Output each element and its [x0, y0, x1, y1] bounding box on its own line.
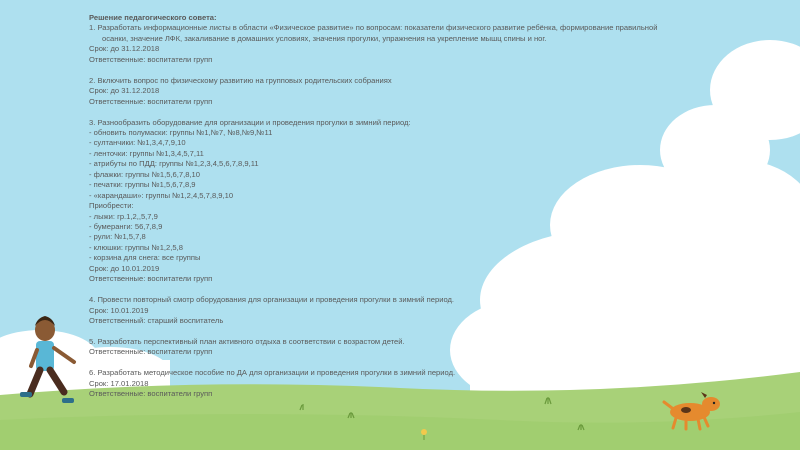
council-decision-text — [89, 13, 779, 400]
document-line: 2. Включить вопрос по физическому развитию на групповых родительских собраниях — [89, 75, 392, 85]
document-line: 6. Разработать методическое пособие по ДА для организации и проведения прогулки в зимний период. — [89, 368, 456, 378]
document-line: Ответственные: воспитатели групп — [89, 389, 213, 399]
document-line: - бумеранги: 56,7,8,9 — [89, 222, 163, 232]
document-line: Приобрести: — [89, 201, 134, 211]
document-line: Срок: 10.01.2019 — [89, 305, 149, 315]
document-line: - корзина для снега: все группы — [89, 253, 201, 263]
document-line: Срок: до 31.12.2018 — [89, 86, 160, 96]
document-line: Ответственные: воспитатели групп — [89, 274, 213, 284]
document-line: Ответственный: старший воспитатель — [89, 316, 224, 326]
document-line: 5. Разработать перспективный план активного отдыха в соответствии с возрастом детей. — [89, 336, 405, 346]
document-line: Срок: 17.01.2018 — [89, 378, 149, 388]
document-line: - печатки: группы №1,5,6,7,8,9 — [89, 180, 196, 190]
blank-line — [89, 107, 779, 117]
document-line: - «карандаши»: группы №1,2,4,5,7,8,9,10 — [89, 190, 234, 200]
document-line: Срок: до 31.12.2018 — [89, 44, 160, 54]
document-line: Срок: до 10.01.2019 — [89, 263, 160, 273]
document-line: - обновить полумаски: группы №1,№7, №8,№9,№11 — [89, 127, 273, 137]
blank-line — [89, 358, 779, 368]
document-line: - султанчики: №1,3,4,7,9,10 — [89, 138, 186, 148]
document-line: 3. Разнообразить оборудование для организации и проведения прогулки в зимний период: — [89, 117, 411, 127]
document-line: Ответственные: воспитатели групп — [89, 347, 213, 357]
document-line: - клюшки: группы №1,2,5,8 — [89, 242, 183, 252]
document-line: - лыжи: гр.1,2,,5,7,9 — [89, 211, 158, 221]
document-line: - рули: №1,5,7,8 — [89, 232, 146, 242]
blank-line — [89, 285, 779, 295]
document-line: - атрибуты по ПДД: группы №1,2,3,4,5,6,7,8,9,11 — [89, 159, 259, 169]
blank-line — [89, 65, 779, 75]
document-heading: Решение педагогического совета: — [89, 13, 217, 22]
document-line: Ответственные: воспитатели групп — [89, 54, 213, 64]
document-line: - ленточки: группы №1,3,4,5,7,11 — [89, 148, 204, 158]
document-line: Ответственные: воспитатели групп — [89, 96, 213, 106]
document-line: 4. Провести повторный смотр оборудования для организации и проведения прогулки в зимний период. — [89, 295, 455, 305]
document-line: осанки, значение ЛФК, закаливание в домашних условиях, значения прогулки, упражнения на укрепление мышц спины и ног. — [102, 33, 547, 43]
document-line: 1. Разработать информационные листы в области «Физическое развитие» по вопросам: показатели физического развитие ребёнка, формирование правильной — [89, 23, 658, 33]
blank-line — [89, 327, 779, 337]
document-line: - флажки: группы №1,5,6,7,8,10 — [89, 169, 200, 179]
